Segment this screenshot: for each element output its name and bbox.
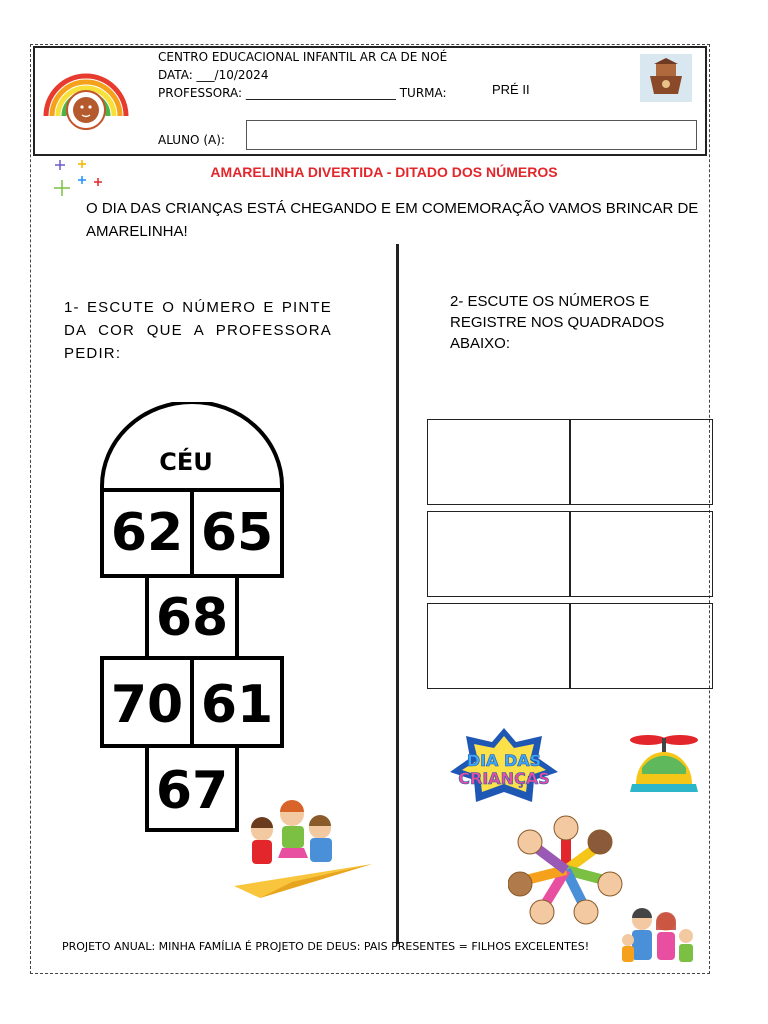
answer-box[interactable] (427, 511, 570, 597)
number-cell: 68 (155, 588, 229, 648)
family-illustration (620, 906, 698, 973)
kids-circle-illustration (508, 814, 624, 931)
question-2: 2- ESCUTE OS NÚMEROS E REGISTRE NOS QUADRADOS ABAIXO: (450, 293, 665, 352)
answer-box[interactable] (570, 603, 713, 689)
answer-box[interactable] (570, 511, 713, 597)
number-cell: 61 (200, 675, 274, 735)
number-cell: 62 (110, 503, 184, 563)
project-footer: PROJETO ANUAL: MINHA FAMÍLIA É PROJETO DE DEUS: PAIS PRESENTES = FILHOS EXCELENTES! (62, 940, 590, 953)
intro-text: O DIA DAS CRIANÇAS ESTÁ CHEGANDO E EM COMEMORAÇÃO VAMOS BRINCAR DE AMARELINHA! (86, 200, 699, 240)
student-name-field[interactable] (246, 120, 697, 150)
answer-box[interactable] (427, 419, 570, 505)
teacher-field: PROFESSORA: _________________________ TURMA: (158, 86, 447, 100)
answer-box[interactable] (570, 419, 713, 505)
activity-title: AMARELINHA DIVERTIDA - DITADO DOS NÚMEROS (210, 164, 558, 180)
svg-text:DIA DAS: DIA DAS (466, 751, 542, 770)
number-cell: 67 (155, 761, 229, 821)
class-value: PRÉ II (492, 82, 530, 97)
svg-text:CRIANÇAS: CRIANÇAS (458, 769, 550, 788)
hopscotch-sky-cell (102, 402, 282, 490)
propeller-cap-icon (628, 728, 700, 801)
sky-label: CÉU (159, 448, 213, 476)
ark-logo (640, 54, 692, 102)
date-field: DATA: ___/10/2024 (158, 68, 269, 82)
school-logo (40, 66, 132, 138)
dia-das-criancas-logo (446, 726, 562, 809)
answer-box[interactable] (427, 603, 570, 689)
column-divider (396, 244, 399, 944)
number-cell: 65 (200, 503, 274, 563)
kids-paper-plane-illustration (232, 798, 378, 907)
question-1: 1- ESCUTE O NÚMERO E PINTE DA COR QUE A PROFESSORA PEDIR: (64, 299, 332, 362)
student-label: ALUNO (A): (158, 133, 225, 147)
number-cell: 70 (110, 675, 184, 735)
school-name: CENTRO EDUCACIONAL INFANTIL AR CA DE NOÉ (158, 50, 448, 64)
hopscotch (96, 402, 288, 834)
